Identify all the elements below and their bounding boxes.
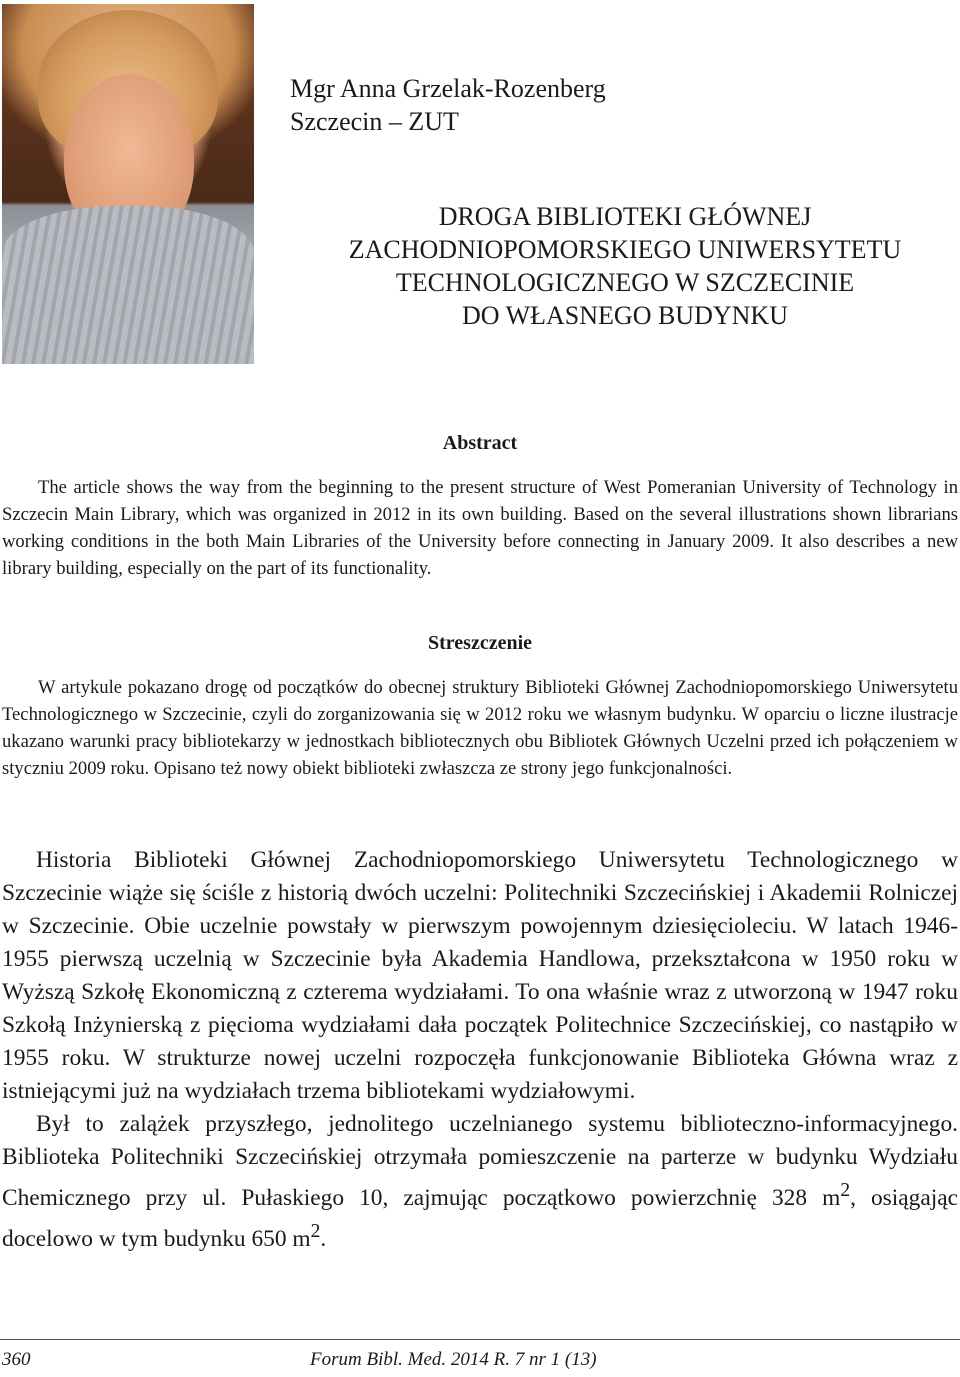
body-text-segment: . <box>320 1225 327 1252</box>
article-title <box>290 200 960 332</box>
title-line: DO WŁASNEGO BUDYNKU <box>462 301 788 330</box>
body-text-segment: , osiągając docelowo w tym budynku 650 m <box>2 1184 959 1252</box>
author-block <box>290 72 606 138</box>
photo-sweater <box>2 206 254 364</box>
author-affiliation: Szczecin – ZUT <box>290 107 459 136</box>
body-paragraph <box>2 1108 958 1256</box>
superscript: 2 <box>840 1180 851 1201</box>
title-line: ZACHODNIOPOMORSKIEGO UNIWERSYTETU <box>348 235 902 264</box>
body-paragraph: Historia Biblioteki Głównej Zachodniopomorskiego Uniwersytetu Technologicznego w Szczecinie wiąże się ściśle z historią dwóch uczelni: Politechniki Szczecińskiej i Akademii Rolniczej w Szczecinie. Obie uczelnie powstały w pierwszym powojennym dziesięcioleciu. W latach 1946-1955 pierwszą uczelnią w Szczecinie była Akademia Handlowa, przekształcona w 1950 roku w Wyższą Szkołę Ekonomiczną z czterema wydziałami. To ona właśnie wraz z utworzoną w 1947 roku Szkołą Inżynierską z pięcioma wydziałami dała początek Politechnice Szczecińskiej, co nastąpiło w 1955 roku. W strukturze nowej uczelni rozpoczęła funkcjonowanie Biblioteka Główna wraz z istniejącymi już na wydziałach trzema bibliotekami wydziałowymi. <box>2 847 958 1104</box>
author-name: Mgr Anna Grzelak-Rozenberg <box>290 74 606 103</box>
title-line: TECHNOLOGICZNEGO W SZCZECINIE <box>395 268 855 297</box>
abstract-text: The article shows the way from the beginning to the present structure of West Pomeranian University of Technology in Szczecin Main Library, which was organized in 2012 in its own building. Based on the several illustrations shown librarians working conditions in the both Main Libraries of the University before connecting in January 2009. It also describes a new library building, especially on the part of its functionality. <box>2 477 958 579</box>
superscript: 2 <box>310 1220 321 1242</box>
page-number: 360 <box>2 1349 31 1370</box>
abstract-heading: Abstract <box>442 432 518 454</box>
title-line: DROGA BIBLIOTEKI GŁÓWNEJ <box>438 202 812 231</box>
journal-citation: Forum Bibl. Med. 2014 R. 7 nr 1 (13) <box>310 1349 597 1370</box>
streszczenie-text: W artykule pokazano drogę od początków do obecnej struktury Biblioteki Głównej Zachodniopomorskiego Uniwersytetu Technologicznego w Szczecinie, czyli do zorganizowania się w 2012 roku we własnym budynku. W oparciu o liczne ilustracje ukazano warunki pracy bibliotekarzy w jednostkach bibliotecznych obu Bibliotek Głównych Uczelni przed ich połączeniem w styczniu 2009 roku. Opisano też nowy obiekt biblioteki zwłaszcza ze strony jego funkcjonalności. <box>2 677 958 779</box>
article-body <box>2 844 958 1256</box>
body-text-segment: Był to zalążek przyszłego, jednolitego uczelnianego systemu biblioteczno-informacyjnego. Biblioteka Politechniki Szczecińskiej otrzymała pomieszczenie na parterze w budynku Wydziału Chemicznego przy ul. Pułaskiego 10, zajmując początkowo powierzchnię 328 m <box>2 1111 958 1211</box>
streszczenie-heading: Streszczenie <box>427 632 533 654</box>
author-photo <box>2 4 254 364</box>
footer-divider <box>0 1339 960 1340</box>
